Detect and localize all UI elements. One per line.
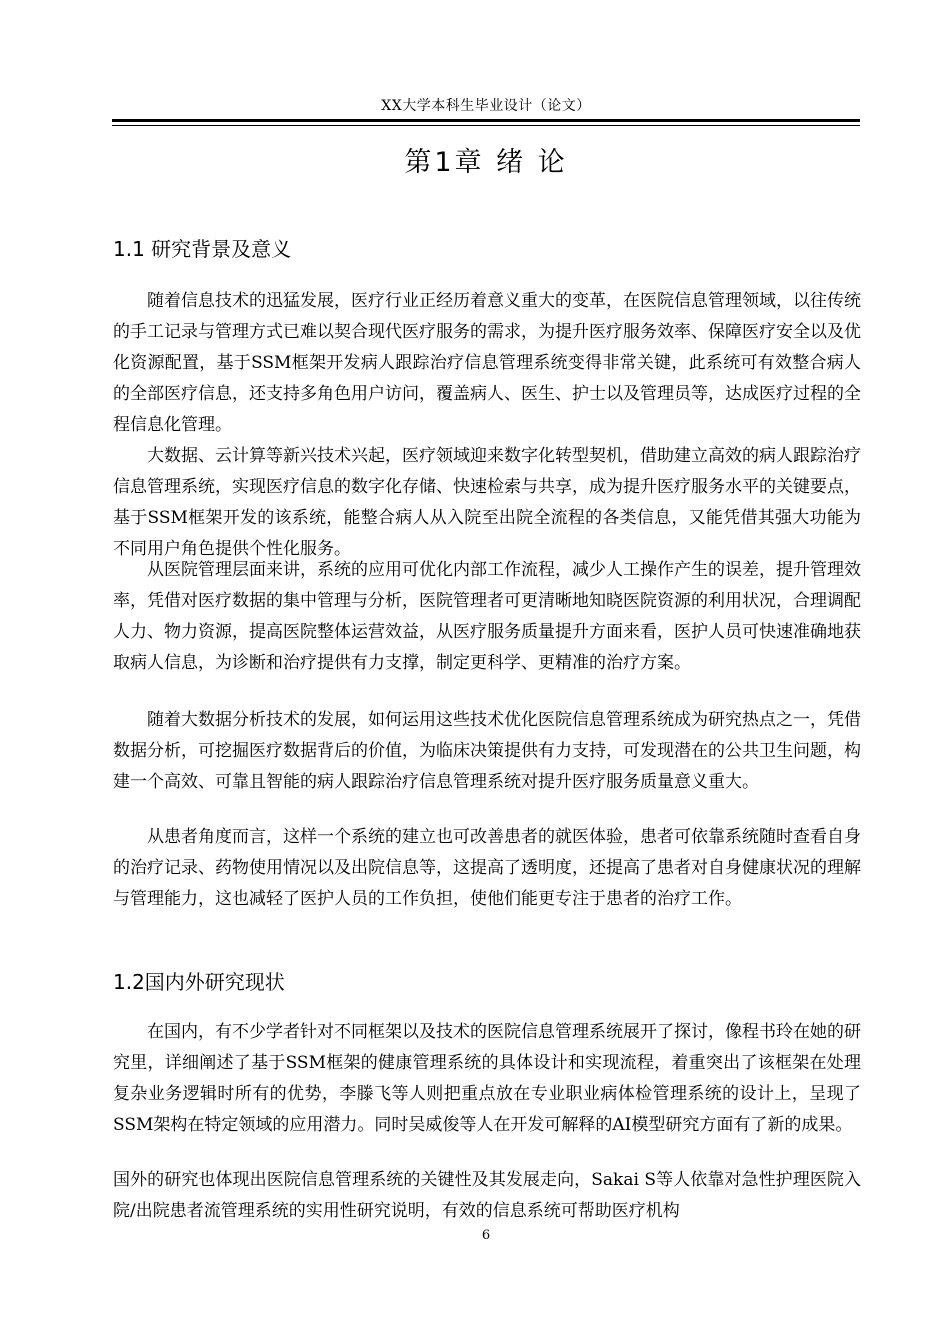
paragraph: 随着大数据分析技术的发展，如何运用这些技术优化医院信息管理系统成为研究热点之一，凭借数据分析，可挖掘医疗数据背后的价值，为临床决策提供有力支持，可发现潜在的公共卫生问题，构建一个高效、可靠且智能的病人跟踪治疗信息管理系统对提升医疗服务质量意义重大。 bbox=[113, 710, 861, 792]
paragraph: 从医院管理层面来讲，系统的应用可优化内部工作流程，减少人工操作产生的误差，提升管理效率，凭借对医疗数据的集中管理与分析，医院管理者可更清晰地知晓医院资源的利用状况，合理调配人力、物力资源，提高医院整体运营效益，从医疗服务质量提升方面来看，医护人员可快速准确地获取病人信息，为诊断和治疗提供有力支撑，制定更科学、更精准的治疗方案。 bbox=[113, 560, 861, 673]
section-heading: 1.2国内外研究现状 bbox=[113, 970, 285, 994]
paragraph: 大数据、云计算等新兴技术兴起，医疗领域迎来数字化转型契机，借助建立高效的病人跟踪治疗信息管理系统，实现医疗信息的数字化存储、快速检索与共享，成为提升医疗服务水平的关键要点，基于SSM框架开发的该系统，能整合病人从入院至出院全流程的各类信息，又能凭借其强大功能为不同用户角色提供个性化服务。 bbox=[113, 446, 861, 559]
section-heading: 1.1 研究背景及意义 bbox=[113, 237, 292, 261]
page-header: XX大学本科生毕业设计（论文） bbox=[381, 98, 591, 114]
paragraph: 随着信息技术的迅猛发展，医疗行业正经历着意义重大的变革，在医院信息管理领域，以往传统的手工记录与管理方式已难以契合现代医疗服务的需求，为提升医疗服务效率、保障医疗安全以及优化资源配置，基于SSM框架开发病人跟踪治疗信息管理系统变得非常关键，此系统可有效整合病人的全部医疗信息，还支持多角色用户访问，覆盖病人、医生、护士以及管理员等，达成医疗过程的全程信息化管理。 bbox=[113, 291, 861, 435]
page-number: 6 bbox=[481, 1228, 491, 1243]
header-rule-thick bbox=[112, 119, 860, 122]
chapter-title: 第1章 绪 论 bbox=[404, 147, 568, 178]
paragraph: 国外的研究也体现出医院信息管理系统的关键性及其发展走向，Sakai S等人依靠对急性护理医院入院/出院患者流管理系统的实用性研究说明，有效的信息系统可帮助医疗机构 bbox=[113, 1170, 861, 1221]
paragraph: 在国内，有不少学者针对不同框架以及技术的医院信息管理系统展开了探讨，像程书玲在她的研究里，详细阐述了基于SSM框架的健康管理系统的具体设计和实现流程，着重突出了该框架在处理复杂业务逻辑时所有的优势，李滕飞等人则把重点放在专业职业病体检管理系统的设计上，呈现了SSM架构在特定领域的应用潜力。同时吴威俊等人在开发可解释的AI模型研究方面有了新的成果。 bbox=[113, 1022, 861, 1135]
header-rule-thin bbox=[112, 125, 860, 126]
paragraph: 从患者角度而言，这样一个系统的建立也可改善患者的就医体验，患者可依靠系统随时查看自身的治疗记录、药物使用情况以及出院信息等，这提高了透明度，还提高了患者对自身健康状况的理解与管理能力，这也减轻了医护人员的工作负担，使他们能更专注于患者的治疗工作。 bbox=[113, 827, 861, 909]
